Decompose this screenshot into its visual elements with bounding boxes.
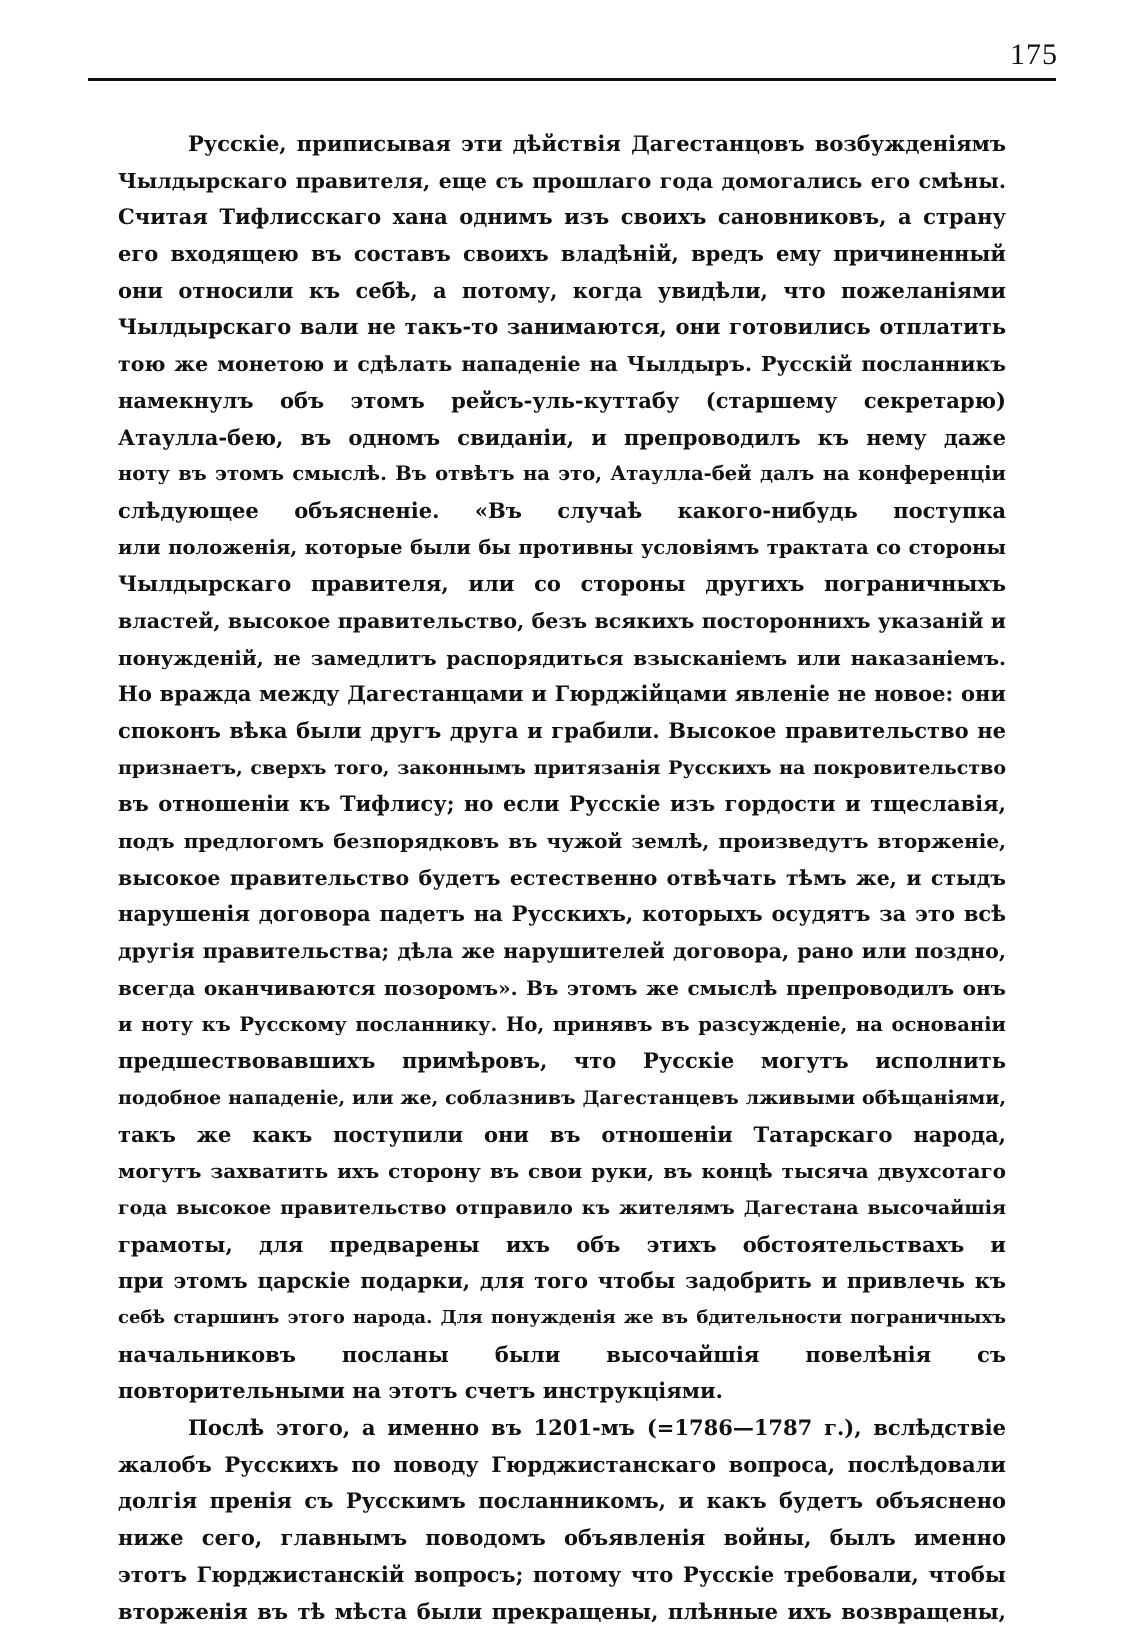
text-line: Чылдырскаго вали не такъ-то занимаются, они готовились отплатить	[118, 309, 1006, 346]
text-line: Чылдырскаго правителя, еще съ прошлаго года домогались его смѣны.	[118, 163, 1006, 200]
text-line: они относили къ себѣ, а потому, когда увидѣли, что пожеланіями	[118, 273, 1006, 310]
text-line: въ отношеніи къ Тифлису; но если Русскіе изъ гордости и тщеславія,	[118, 786, 1006, 823]
text-line: подобное нападеніе, или же, соблазнивъ Дагестанцевъ лживыми обѣщаніями,	[118, 1080, 1006, 1117]
text-line: высокое правительство будетъ естественно отвѣчать тѣмъ же, и стыдъ	[118, 860, 1006, 897]
text-line: понужденій, не замедлитъ распорядиться взысканіемъ или наказаніемъ.	[118, 640, 1006, 677]
page-number: 175	[1010, 38, 1058, 72]
text-line: Считая Тифлисскаго хана однимъ изъ своихъ сановниковъ, а страну	[118, 199, 1006, 236]
text-line: намекнулъ объ этомъ рейсъ-уль-куттабу (старшему секретарю)	[118, 383, 1006, 420]
text-line: начальниковъ посланы были высочайшія повелѣнія съ	[118, 1337, 1006, 1374]
text-line: себѣ старшинъ этого народа. Для понужденія же въ бдительности пограничныхъ	[118, 1300, 1006, 1337]
text-line: повторительными на этотъ счетъ инструкціями.	[118, 1373, 1006, 1410]
text-line: этотъ Гюрджистанскій вопросъ; потому что Русскіе требовали, чтобы	[118, 1557, 1006, 1594]
text-line: слѣдующее объясненіе. «Въ случаѣ какого-нибудь поступка	[118, 493, 1006, 530]
header-rule	[88, 78, 1056, 81]
text-line: споконъ вѣка были другъ друга и грабили. Высокое правительство не	[118, 713, 1006, 750]
text-line: предшествовавшихъ примѣровъ, что Русскіе могутъ исполнить	[118, 1043, 1006, 1080]
text-line: Чылдырскаго правителя, или со стороны другихъ пограничныхъ	[118, 566, 1006, 603]
text-line: всегда оканчиваются позоромъ». Въ этомъ же смыслѣ препроводилъ онъ	[118, 970, 1006, 1007]
text-line: Русскіе, приписывая эти дѣйствія Дагестанцовъ возбужденіямъ	[118, 126, 1006, 163]
text-line: жалобъ Русскихъ по поводу Гюрджистанскаго вопроса, послѣдовали	[118, 1447, 1006, 1484]
text-line: такъ же какъ поступили они въ отношеніи Татарскаго народа,	[118, 1117, 1006, 1154]
paragraph-2	[118, 1410, 1006, 1630]
text-line: и ноту къ Русскому посланнику. Но, принявъ въ разсужденіе, на основаніи	[118, 1007, 1006, 1044]
text-line: или положенія, которые были бы противны условіямъ трактата со стороны	[118, 530, 1006, 567]
text-line: вторженія въ тѣ мѣста были прекращены, плѣнные ихъ возвращены,	[118, 1594, 1006, 1630]
paragraph-1	[118, 126, 1006, 1410]
text-line: могутъ захватить ихъ сторону въ свои руки, въ концѣ тысяча двухсотаго	[118, 1153, 1006, 1190]
text-line: Атаулла-бею, въ одномъ свиданіи, и препроводилъ къ нему даже	[118, 420, 1006, 457]
text-line: долгія пренія съ Русскимъ посланникомъ, и какъ будетъ объяснено	[118, 1483, 1006, 1520]
text-line: другія правительства; дѣла же нарушителей договора, рано или поздно,	[118, 933, 1006, 970]
text-line: тою же монетою и сдѣлать нападеніе на Чылдыръ. Русскій посланникъ	[118, 346, 1006, 383]
text-line: Но вражда между Дагестанцами и Гюрджійцами явленіе не новое: они	[118, 676, 1006, 713]
text-line: ниже сего, главнымъ поводомъ объявленія войны, былъ именно	[118, 1520, 1006, 1557]
text-line: властей, высокое правительство, безъ всякихъ постороннихъ указаній и	[118, 603, 1006, 640]
text-line: года высокое правительство отправило къ жителямъ Дагестана высочайшія	[118, 1190, 1006, 1227]
text-line: при этомъ царскіе подарки, для того чтобы задобрить и привлечь къ	[118, 1263, 1006, 1300]
text-line: грамоты, для предварены ихъ объ этихъ обстоятельствахъ и	[118, 1227, 1006, 1264]
text-line: Послѣ этого, а именно въ 1201-мъ (=1786—1787 г.), вслѣдствіе	[118, 1410, 1006, 1447]
text-line: его входящею въ составъ своихъ владѣній, вредъ ему причиненный	[118, 236, 1006, 273]
text-line: ноту въ этомъ смыслѣ. Въ отвѣтъ на это, Атаулла-бей далъ на конференціи	[118, 456, 1006, 493]
text-line: нарушенія договора падетъ на Русскихъ, которыхъ осудятъ за это всѣ	[118, 896, 1006, 933]
body-text	[118, 126, 1006, 1630]
text-line: признаетъ, сверхъ того, законнымъ притязанія Русскихъ на покровительство	[118, 750, 1006, 787]
text-line: подъ предлогомъ безпорядковъ въ чужой землѣ, произведутъ вторженіе,	[118, 823, 1006, 860]
